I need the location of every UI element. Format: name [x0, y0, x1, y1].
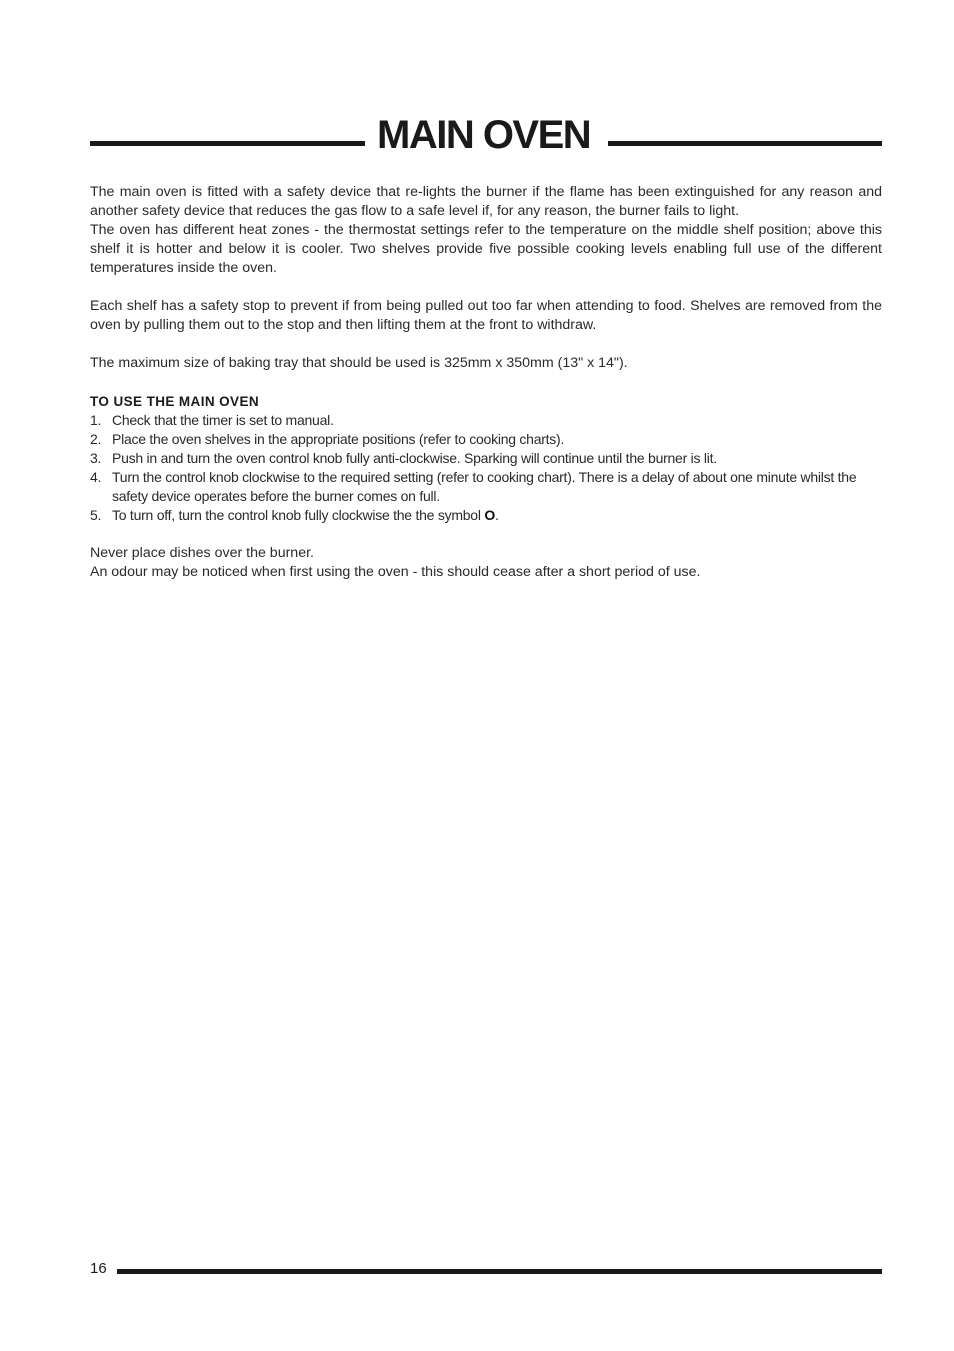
header-rule-left	[90, 141, 365, 146]
step-number: 5.	[90, 507, 102, 523]
step-text: To turn off, turn the control knob fully clockwise the the symbol	[112, 507, 485, 523]
intro-paragraph-baking-tray: The maximum size of baking tray that should be used is 325mm x 350mm (13" x 14").	[90, 355, 628, 371]
intro-paragraph-shelves: Each shelf has a safety stop to prevent if from being pulled out too far when attending to food. Shelves are removed from the oven by pulling them out to the stop and then lifting them at the front to withdraw.	[90, 298, 882, 333]
step-text: Push in and turn the oven control knob fully anti-clockwise. Sparking will continue until the burner is lit.	[112, 450, 717, 466]
usage-step	[90, 430, 882, 449]
note-odour: An odour may be noticed when first using the oven - this should cease after a short period of use.	[90, 564, 701, 580]
page-footer	[90, 1258, 882, 1282]
step-number: 4.	[90, 469, 102, 485]
intro-paragraph-safety: The main oven is fitted with a safety device that re-lights the burner if the flame has been extinguished for any reason and another safety device that reduces the gas flow to a safe level if, for any reason, the burner fails to light.	[90, 184, 882, 219]
footer-rule	[117, 1269, 882, 1274]
section-heading-usage: TO USE THE MAIN OVEN	[90, 394, 260, 409]
page-header	[90, 108, 882, 164]
step-text: Place the oven shelves in the appropriate positions (refer to cooking charts).	[112, 431, 565, 447]
usage-step	[90, 468, 882, 506]
usage-step	[90, 411, 882, 430]
intro-paragraph-heat-zones: The oven has different heat zones - the thermostat settings refer to the temperature on the middle shelf position; above this shelf it is hotter and below it is cooler. Two shelves provide five possible cooking levels enabling full use of the different temperatures inside the oven.	[90, 222, 882, 276]
usage-step	[90, 449, 882, 468]
step-number: 3.	[90, 450, 102, 466]
page-title: MAIN OVEN	[377, 113, 591, 157]
step-text: Turn the control knob clockwise to the required setting (refer to cooking chart). There is a delay of about one minute whilst the safety device operates before the burner comes on full.	[112, 469, 857, 504]
step-number: 1.	[90, 412, 102, 428]
header-rule-right	[608, 141, 882, 146]
page-number: 16	[90, 1260, 107, 1277]
step-number: 2.	[90, 431, 102, 447]
usage-step	[90, 506, 882, 525]
step-text-end: .	[494, 507, 499, 523]
note-dishes: Never place dishes over the burner.	[90, 545, 314, 561]
page-content	[90, 183, 882, 582]
off-symbol: O	[484, 507, 495, 523]
usage-steps-list	[90, 411, 882, 525]
step-text: Check that the timer is set to manual.	[112, 412, 334, 428]
